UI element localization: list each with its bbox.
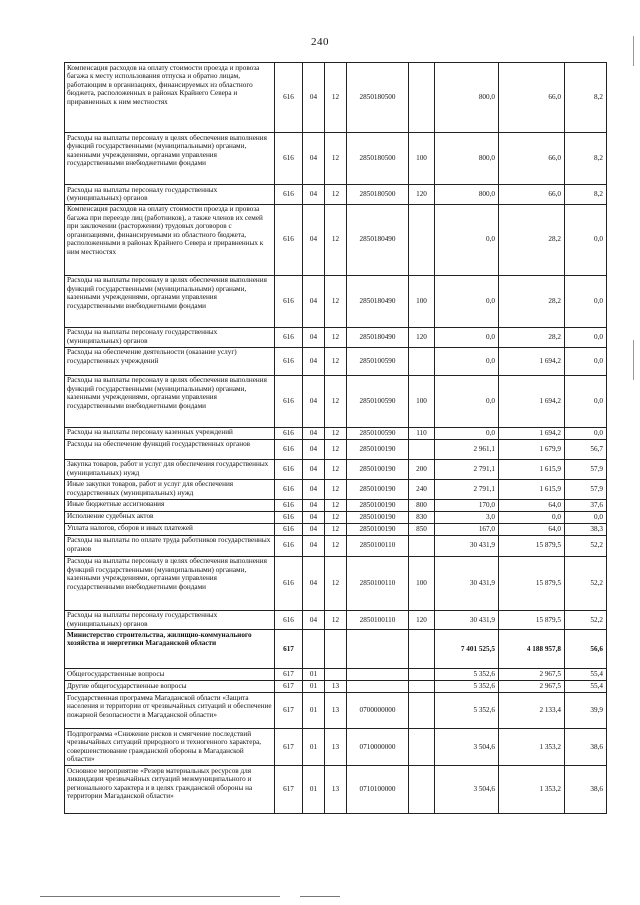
cell-expense-type bbox=[409, 630, 435, 669]
cell-description: Закупка товаров, работ и услуг для обеспечения государственных (муниципальных) нужд bbox=[65, 459, 275, 479]
cell-subsection-code: 12 bbox=[325, 275, 347, 327]
cell-expense-type bbox=[409, 204, 435, 275]
cell-target-article: 2850180490 bbox=[347, 204, 409, 275]
table-row bbox=[65, 556, 607, 610]
cell-percent-executed: 0,0 bbox=[565, 375, 607, 427]
cell-description: Уплата налогов, сборов и иных платежей bbox=[65, 523, 275, 535]
cell-planned-amount: 0,0 bbox=[435, 427, 499, 439]
cell-actual-amount: 2 967,5 bbox=[499, 669, 565, 681]
cell-percent-executed: 52,2 bbox=[565, 610, 607, 630]
cell-actual-amount: 28,2 bbox=[499, 275, 565, 327]
cell-description: Расходы на выплаты персоналу в целях обеспечения выполнения функций государственными (муниципальными) органами, казенными учреждениями, органами управления государственными внебюджетными фондами bbox=[65, 375, 275, 427]
cell-expense-type bbox=[409, 535, 435, 556]
cell-description: Иные закупки товаров, работ и услуг для обеспечения государственных (муниципальных) нужд bbox=[65, 479, 275, 499]
cell-target-article: 2850100190 bbox=[347, 439, 409, 459]
cell-description: Общегосударственные вопросы bbox=[65, 669, 275, 681]
cell-section-code: 04 bbox=[303, 479, 325, 499]
cell-subsection-code: 12 bbox=[325, 610, 347, 630]
cell-ministry-code: 617 bbox=[275, 693, 303, 729]
cell-description: Государственная программа Магаданской области «Защита населения и территории от чрезвычайных ситуаций и обеспечение пожарной безопасности в Магаданской области» bbox=[65, 693, 275, 729]
cell-actual-amount: 66,0 bbox=[499, 185, 565, 205]
cell-description: Расходы на выплаты персоналу казенных учреждений bbox=[65, 427, 275, 439]
table-row bbox=[65, 693, 607, 729]
cell-percent-executed: 0,0 bbox=[565, 427, 607, 439]
cell-percent-executed: 55,4 bbox=[565, 669, 607, 681]
cell-subsection-code: 13 bbox=[325, 693, 347, 729]
cell-section-code: 04 bbox=[303, 439, 325, 459]
cell-description: Расходы на выплаты персоналу в целях обеспечения выполнения функций государственными (муниципальными) органами, казенными учреждениями, органами управления государственными внебюджетными фондами bbox=[65, 133, 275, 185]
cell-section-code: 04 bbox=[303, 511, 325, 523]
cell-subsection-code: 13 bbox=[325, 681, 347, 693]
cell-section-code: 04 bbox=[303, 375, 325, 427]
cell-subsection-code: 12 bbox=[325, 439, 347, 459]
cell-actual-amount: 4 188 957,8 bbox=[499, 630, 565, 669]
cell-description: Исполнение судебных актов bbox=[65, 511, 275, 523]
cell-expense-type bbox=[409, 669, 435, 681]
cell-expense-type: 120 bbox=[409, 185, 435, 205]
cell-target-article: 0710000000 bbox=[347, 729, 409, 766]
cell-actual-amount: 64,0 bbox=[499, 523, 565, 535]
cell-expense-type bbox=[409, 681, 435, 693]
cell-section-code bbox=[303, 630, 325, 669]
cell-section-code: 01 bbox=[303, 766, 325, 814]
cell-actual-amount: 66,0 bbox=[499, 133, 565, 185]
cell-percent-executed: 0,0 bbox=[565, 327, 607, 347]
table-row bbox=[65, 439, 607, 459]
cell-section-code: 04 bbox=[303, 556, 325, 610]
cell-ministry-code: 616 bbox=[275, 523, 303, 535]
cell-expense-type bbox=[409, 729, 435, 766]
cell-target-article: 2850100110 bbox=[347, 535, 409, 556]
cell-section-code: 04 bbox=[303, 523, 325, 535]
cell-section-code: 04 bbox=[303, 499, 325, 511]
cell-subsection-code: 12 bbox=[325, 327, 347, 347]
cell-actual-amount: 1 353,2 bbox=[499, 729, 565, 766]
cell-ministry-code: 616 bbox=[275, 427, 303, 439]
footer-rule bbox=[40, 896, 280, 897]
table-row bbox=[65, 630, 607, 669]
cell-ministry-code: 617 bbox=[275, 630, 303, 669]
cell-ministry-code: 616 bbox=[275, 459, 303, 479]
cell-actual-amount: 64,0 bbox=[499, 499, 565, 511]
cell-planned-amount: 0,0 bbox=[435, 204, 499, 275]
cell-planned-amount: 167,0 bbox=[435, 523, 499, 535]
cell-description: Расходы на выплаты персоналу государственных (муниципальных) органов bbox=[65, 185, 275, 205]
cell-planned-amount: 30 431,9 bbox=[435, 610, 499, 630]
cell-planned-amount: 800,0 bbox=[435, 133, 499, 185]
cell-expense-type: 850 bbox=[409, 523, 435, 535]
cell-target-article: 2850100190 bbox=[347, 459, 409, 479]
cell-subsection-code: 13 bbox=[325, 729, 347, 766]
cell-description: Расходы на обеспечение деятельности (оказание услуг) государственных учреждений bbox=[65, 347, 275, 375]
cell-description: Расходы на выплаты по оплате труда работников государственных органов bbox=[65, 535, 275, 556]
cell-section-code: 04 bbox=[303, 275, 325, 327]
cell-planned-amount: 2 791,1 bbox=[435, 479, 499, 499]
cell-percent-executed: 57,9 bbox=[565, 459, 607, 479]
cell-target-article bbox=[347, 630, 409, 669]
cell-section-code: 04 bbox=[303, 535, 325, 556]
cell-ministry-code: 617 bbox=[275, 766, 303, 814]
cell-target-article: 2850100110 bbox=[347, 610, 409, 630]
cell-target-article bbox=[347, 681, 409, 693]
table-row bbox=[65, 185, 607, 205]
scan-edge-mark bbox=[633, 36, 634, 66]
cell-percent-executed: 8,2 bbox=[565, 185, 607, 205]
cell-target-article: 0700000000 bbox=[347, 693, 409, 729]
cell-percent-executed: 8,2 bbox=[565, 63, 607, 133]
cell-subsection-code: 12 bbox=[325, 535, 347, 556]
cell-target-article: 2850180500 bbox=[347, 133, 409, 185]
cell-planned-amount: 30 431,9 bbox=[435, 535, 499, 556]
cell-subsection-code bbox=[325, 630, 347, 669]
cell-planned-amount: 3 504,6 bbox=[435, 766, 499, 814]
cell-section-code: 01 bbox=[303, 729, 325, 766]
cell-subsection-code: 12 bbox=[325, 511, 347, 523]
cell-actual-amount: 66,0 bbox=[499, 63, 565, 133]
cell-ministry-code: 617 bbox=[275, 729, 303, 766]
cell-planned-amount: 800,0 bbox=[435, 185, 499, 205]
cell-planned-amount: 0,0 bbox=[435, 375, 499, 427]
cell-expense-type: 240 bbox=[409, 479, 435, 499]
cell-percent-executed: 39,9 bbox=[565, 693, 607, 729]
cell-target-article: 0710100000 bbox=[347, 766, 409, 814]
cell-subsection-code: 12 bbox=[325, 556, 347, 610]
cell-section-code: 04 bbox=[303, 63, 325, 133]
cell-description: Другие общегосударственные вопросы bbox=[65, 681, 275, 693]
cell-section-code: 04 bbox=[303, 327, 325, 347]
cell-subsection-code: 12 bbox=[325, 499, 347, 511]
cell-expense-type: 830 bbox=[409, 511, 435, 523]
cell-actual-amount: 1 694,2 bbox=[499, 347, 565, 375]
cell-actual-amount: 1 353,2 bbox=[499, 766, 565, 814]
table-row bbox=[65, 375, 607, 427]
cell-section-code: 01 bbox=[303, 681, 325, 693]
cell-actual-amount: 15 879,5 bbox=[499, 610, 565, 630]
cell-ministry-code: 616 bbox=[275, 185, 303, 205]
table-row bbox=[65, 766, 607, 814]
cell-planned-amount: 800,0 bbox=[435, 63, 499, 133]
cell-expense-type: 110 bbox=[409, 427, 435, 439]
cell-percent-executed: 0,0 bbox=[565, 347, 607, 375]
table-row bbox=[65, 479, 607, 499]
cell-subsection-code: 12 bbox=[325, 523, 347, 535]
cell-subsection-code: 13 bbox=[325, 766, 347, 814]
cell-percent-executed: 38,3 bbox=[565, 523, 607, 535]
footer-rule bbox=[300, 896, 340, 897]
cell-target-article: 2850100190 bbox=[347, 523, 409, 535]
cell-percent-executed: 8,2 bbox=[565, 133, 607, 185]
cell-expense-type bbox=[409, 766, 435, 814]
cell-section-code: 04 bbox=[303, 133, 325, 185]
cell-target-article: 2850100190 bbox=[347, 479, 409, 499]
cell-section-code: 04 bbox=[303, 185, 325, 205]
cell-description: Подпрограмма «Снижение рисков и смягчение последствий чрезвычайных ситуаций природного и техногенного характера, совершенствование гражданской обороны в Магаданской области» bbox=[65, 729, 275, 766]
cell-expense-type bbox=[409, 693, 435, 729]
cell-ministry-code: 616 bbox=[275, 327, 303, 347]
cell-actual-amount: 0,0 bbox=[499, 511, 565, 523]
table-row bbox=[65, 729, 607, 766]
cell-target-article bbox=[347, 669, 409, 681]
table-row bbox=[65, 204, 607, 275]
cell-percent-executed: 37,6 bbox=[565, 499, 607, 511]
cell-target-article: 2850100190 bbox=[347, 499, 409, 511]
cell-section-code: 04 bbox=[303, 427, 325, 439]
cell-subsection-code: 12 bbox=[325, 479, 347, 499]
cell-planned-amount: 170,0 bbox=[435, 499, 499, 511]
cell-percent-executed: 52,2 bbox=[565, 556, 607, 610]
cell-description: Расходы на обеспечение функций государственных органов bbox=[65, 439, 275, 459]
cell-percent-executed: 55,4 bbox=[565, 681, 607, 693]
cell-subsection-code: 12 bbox=[325, 63, 347, 133]
cell-actual-amount: 1 615,9 bbox=[499, 479, 565, 499]
cell-target-article: 2850100110 bbox=[347, 556, 409, 610]
cell-subsection-code: 12 bbox=[325, 133, 347, 185]
cell-ministry-code: 616 bbox=[275, 439, 303, 459]
cell-actual-amount: 28,2 bbox=[499, 327, 565, 347]
table-body bbox=[65, 63, 607, 814]
table-row bbox=[65, 610, 607, 630]
table-row bbox=[65, 681, 607, 693]
cell-target-article: 2850180500 bbox=[347, 63, 409, 133]
table-row bbox=[65, 523, 607, 535]
cell-planned-amount: 5 352,6 bbox=[435, 681, 499, 693]
table-row bbox=[65, 347, 607, 375]
cell-planned-amount: 5 352,6 bbox=[435, 669, 499, 681]
cell-planned-amount: 3,0 bbox=[435, 511, 499, 523]
cell-planned-amount: 0,0 bbox=[435, 275, 499, 327]
cell-expense-type: 100 bbox=[409, 133, 435, 185]
cell-description: Расходы на выплаты персоналу в целях обеспечения выполнения функций государственными (муниципальными) органами, казенными учреждениями, органами управления государственными внебюджетными фондами bbox=[65, 275, 275, 327]
table-row bbox=[65, 63, 607, 133]
cell-planned-amount: 2 791,1 bbox=[435, 459, 499, 479]
cell-ministry-code: 616 bbox=[275, 204, 303, 275]
cell-section-code: 04 bbox=[303, 204, 325, 275]
cell-actual-amount: 1 694,2 bbox=[499, 375, 565, 427]
cell-section-code: 01 bbox=[303, 669, 325, 681]
cell-ministry-code: 616 bbox=[275, 275, 303, 327]
cell-ministry-code: 616 bbox=[275, 499, 303, 511]
cell-percent-executed: 52,2 bbox=[565, 535, 607, 556]
cell-expense-type: 800 bbox=[409, 499, 435, 511]
cell-ministry-code: 616 bbox=[275, 479, 303, 499]
cell-percent-executed: 38,6 bbox=[565, 729, 607, 766]
scan-edge-mark bbox=[633, 340, 634, 380]
cell-description: Компенсация расходов на оплату стоимости проезда и провоза багажа при переезде лиц (работников), а также членов их семей при заключении (расторжении) трудовых договоров с организациями, финансируемыми из областного бюджета, расположенными в районах Крайнего Севера и приравненных к ним местностях bbox=[65, 204, 275, 275]
cell-target-article: 2850100590 bbox=[347, 427, 409, 439]
cell-ministry-code: 616 bbox=[275, 63, 303, 133]
cell-subsection-code: 12 bbox=[325, 427, 347, 439]
cell-expense-type bbox=[409, 63, 435, 133]
cell-description: Иные бюджетные ассигнования bbox=[65, 499, 275, 511]
cell-percent-executed: 38,6 bbox=[565, 766, 607, 814]
cell-target-article: 2850180500 bbox=[347, 185, 409, 205]
cell-section-code: 04 bbox=[303, 347, 325, 375]
cell-section-code: 04 bbox=[303, 610, 325, 630]
cell-ministry-code: 616 bbox=[275, 133, 303, 185]
cell-description: Основное мероприятие «Резерв материальных ресурсов для ликвидации чрезвычайных ситуаций межмуниципального и регионального характера и в целях гражданской обороны на территории Магаданской области» bbox=[65, 766, 275, 814]
cell-description: Расходы на выплаты персоналу государственных (муниципальных) органов bbox=[65, 327, 275, 347]
cell-subsection-code: 12 bbox=[325, 375, 347, 427]
cell-target-article: 2850100190 bbox=[347, 511, 409, 523]
cell-subsection-code: 12 bbox=[325, 185, 347, 205]
table-row bbox=[65, 459, 607, 479]
cell-percent-executed: 0,0 bbox=[565, 204, 607, 275]
cell-section-code: 04 bbox=[303, 459, 325, 479]
cell-target-article: 2850100590 bbox=[347, 375, 409, 427]
cell-actual-amount: 1 694,2 bbox=[499, 427, 565, 439]
table-row bbox=[65, 511, 607, 523]
cell-target-article: 2850180490 bbox=[347, 275, 409, 327]
cell-ministry-code: 616 bbox=[275, 347, 303, 375]
cell-planned-amount: 7 401 525,5 bbox=[435, 630, 499, 669]
cell-planned-amount: 0,0 bbox=[435, 327, 499, 347]
cell-actual-amount: 28,2 bbox=[499, 204, 565, 275]
cell-actual-amount: 2 133,4 bbox=[499, 693, 565, 729]
cell-ministry-code: 617 bbox=[275, 681, 303, 693]
cell-actual-amount: 2 967,5 bbox=[499, 681, 565, 693]
cell-description: Компенсация расходов на оплату стоимости проезда и провоза багажа к месту использования отпуска и обратно лицам, работающим в организациях, финансируемых из областного бюджета, расположенных в районах Крайнего Севера и приравненных к ним местностях bbox=[65, 63, 275, 133]
cell-planned-amount: 30 431,9 bbox=[435, 556, 499, 610]
cell-expense-type: 100 bbox=[409, 275, 435, 327]
cell-percent-executed: 56,6 bbox=[565, 630, 607, 669]
table-row bbox=[65, 133, 607, 185]
cell-subsection-code bbox=[325, 669, 347, 681]
cell-ministry-code: 616 bbox=[275, 375, 303, 427]
cell-section-code: 01 bbox=[303, 693, 325, 729]
cell-actual-amount: 15 879,5 bbox=[499, 556, 565, 610]
cell-target-article: 2850100590 bbox=[347, 347, 409, 375]
cell-ministry-code: 617 bbox=[275, 669, 303, 681]
cell-ministry-code: 616 bbox=[275, 511, 303, 523]
cell-expense-type bbox=[409, 347, 435, 375]
budget-table bbox=[64, 62, 607, 814]
cell-expense-type: 200 bbox=[409, 459, 435, 479]
page-number: 240 bbox=[311, 36, 329, 48]
cell-ministry-code: 616 bbox=[275, 610, 303, 630]
table-row bbox=[65, 327, 607, 347]
table-row bbox=[65, 535, 607, 556]
cell-subsection-code: 12 bbox=[325, 459, 347, 479]
cell-subsection-code: 12 bbox=[325, 347, 347, 375]
table-row bbox=[65, 427, 607, 439]
cell-planned-amount: 2 961,1 bbox=[435, 439, 499, 459]
cell-description: Министерство строительства, жилищно-коммунального хозяйства и энергетики Магаданской области bbox=[65, 630, 275, 669]
cell-percent-executed: 0,0 bbox=[565, 511, 607, 523]
cell-target-article: 2850180490 bbox=[347, 327, 409, 347]
cell-planned-amount: 3 504,6 bbox=[435, 729, 499, 766]
cell-actual-amount: 15 879,5 bbox=[499, 535, 565, 556]
cell-percent-executed: 56,7 bbox=[565, 439, 607, 459]
cell-ministry-code: 616 bbox=[275, 535, 303, 556]
cell-percent-executed: 57,9 bbox=[565, 479, 607, 499]
cell-ministry-code: 616 bbox=[275, 556, 303, 610]
cell-expense-type: 120 bbox=[409, 327, 435, 347]
cell-description: Расходы на выплаты персоналу в целях обеспечения выполнения функций государственными (муниципальными) органами, казенными учреждениями, органами управления государственными внебюджетными фондами bbox=[65, 556, 275, 610]
cell-expense-type: 120 bbox=[409, 610, 435, 630]
table-row bbox=[65, 499, 607, 511]
cell-percent-executed: 0,0 bbox=[565, 275, 607, 327]
cell-expense-type bbox=[409, 439, 435, 459]
cell-subsection-code: 12 bbox=[325, 204, 347, 275]
cell-planned-amount: 0,0 bbox=[435, 347, 499, 375]
cell-expense-type: 100 bbox=[409, 556, 435, 610]
cell-expense-type: 100 bbox=[409, 375, 435, 427]
table-row bbox=[65, 275, 607, 327]
cell-actual-amount: 1 615,9 bbox=[499, 459, 565, 479]
cell-description: Расходы на выплаты персоналу государственных (муниципальных) органов bbox=[65, 610, 275, 630]
table-row bbox=[65, 669, 607, 681]
cell-planned-amount: 5 352,6 bbox=[435, 693, 499, 729]
cell-actual-amount: 1 679,9 bbox=[499, 439, 565, 459]
